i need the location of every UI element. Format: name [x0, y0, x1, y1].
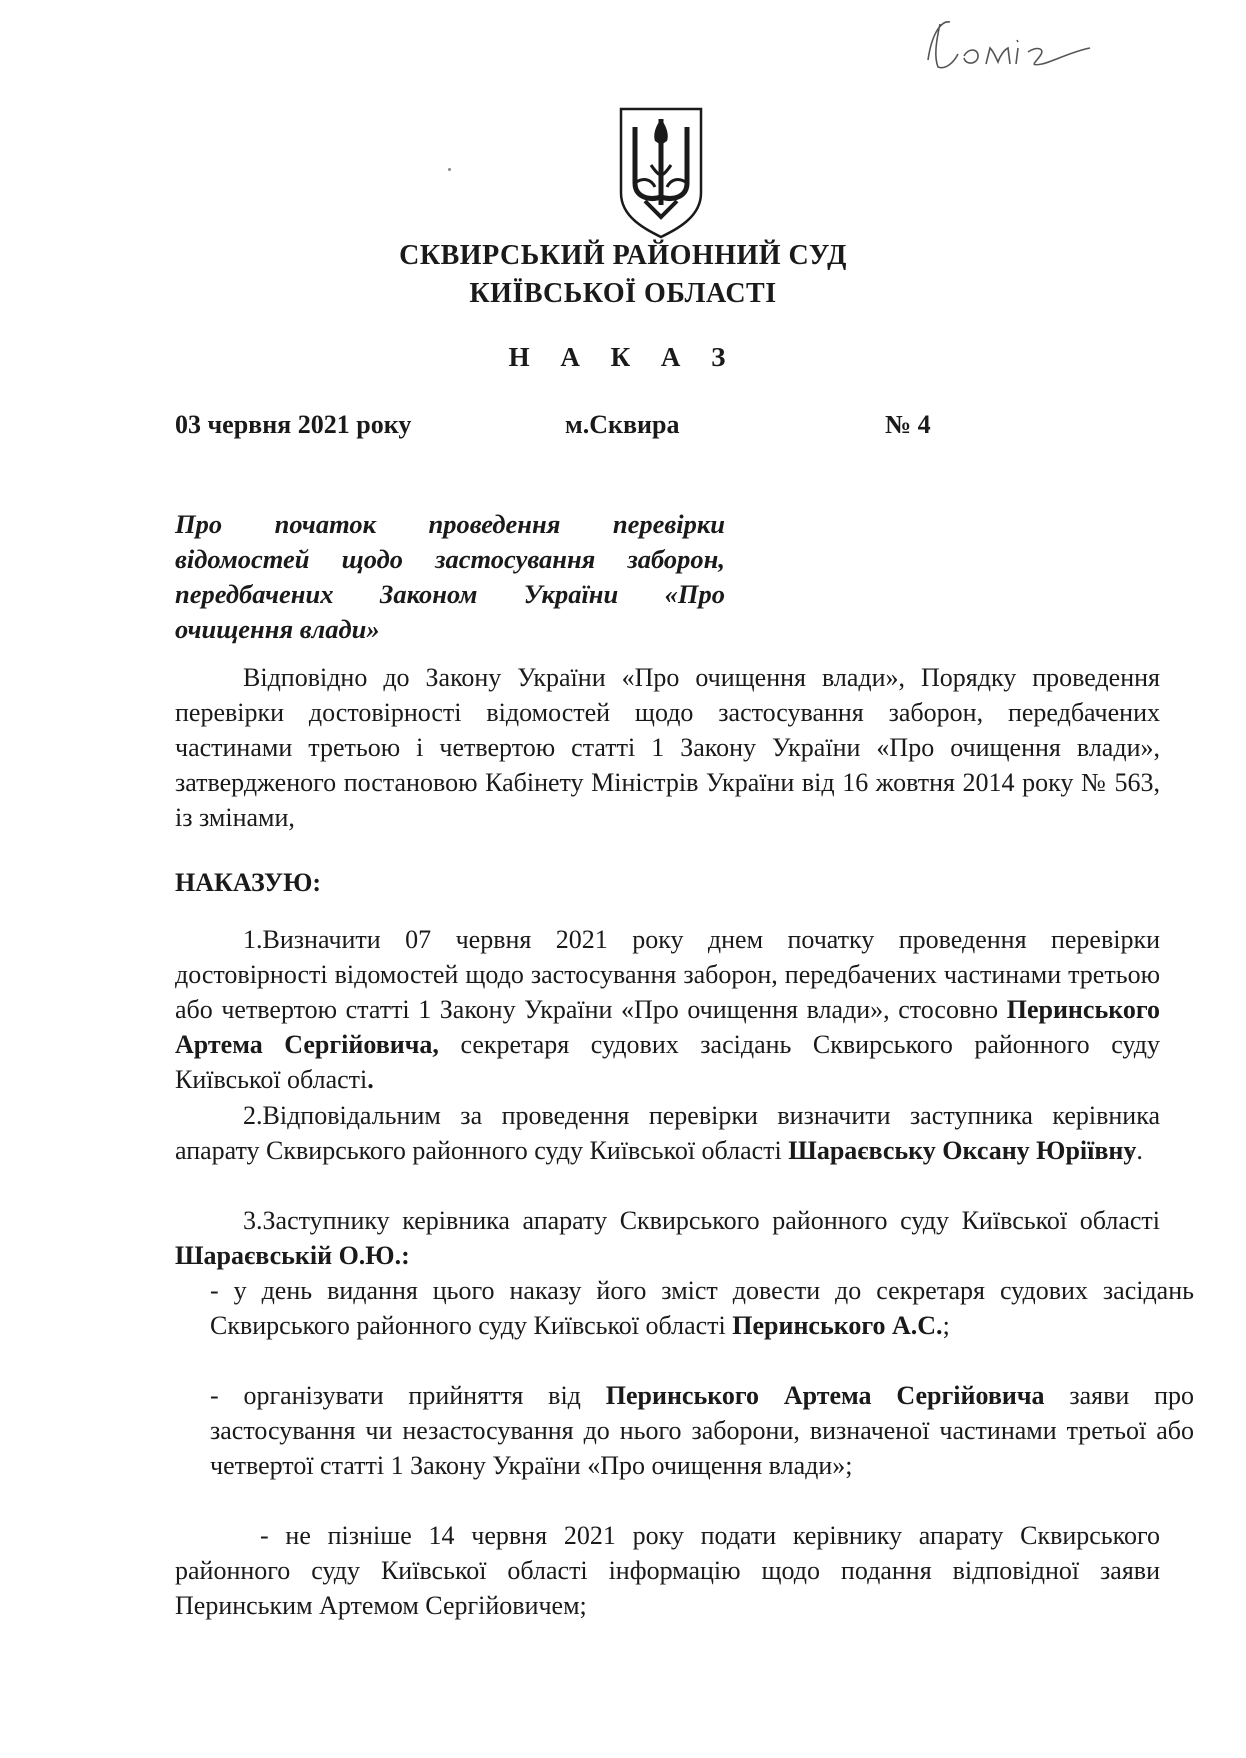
item-punctuation: . — [1136, 1136, 1143, 1165]
trident-emblem-icon — [615, 105, 707, 240]
preamble-paragraph: Відповідно до Закону України «Про очищення влади», Порядку проведення перевірки достовірності відомостей щодо застосування заборон, передбачених частинами третьою і четвертою статті 1 Закону України «Про очищення влади», затвердженого постановою Кабінету Міністрів України від 16 жовтня 2014 року № 563, із змінами, — [175, 663, 1160, 832]
order-heading: НАКАЗУЮ: — [175, 868, 322, 897]
order-item-2 — [175, 1098, 1160, 1168]
item-text: 2.Відповідальним за проведення перевірки визначити заступника керівника апарату Сквирського районного суду Київської області — [175, 1101, 1160, 1165]
court-name-line-2: КИЇВСЬКОЇ ОБЛАСТІ — [469, 278, 777, 309]
subject-line: очищення влади» — [175, 614, 380, 644]
item-punctuation: . — [367, 1065, 374, 1094]
handwritten-copy-note — [920, 12, 1120, 82]
item-punctuation: ; — [942, 1311, 950, 1340]
person-name: Перинського Артема Сергійовича — [605, 1381, 1045, 1410]
order-number: № 4 — [885, 410, 931, 439]
subject-line: Про початок проведення перевірки — [175, 509, 725, 539]
order-city: м.Сквира — [565, 410, 680, 439]
item-text: заяви про застосування чи незастосування до нього заборони, визначеної частинами третьої або четвертої статті 1 Закону України «Про очищення влади»; — [210, 1381, 1195, 1480]
person-name: Шараєвську Оксану Юріївну — [788, 1136, 1137, 1165]
person-name: Шараєвській О.Ю.: — [175, 1241, 410, 1270]
scan-speck — [448, 168, 451, 171]
order-item-1 — [175, 922, 1160, 1097]
subject-line: відомостей щодо застосування заборон, — [175, 544, 725, 574]
document-type-title: Н А К А З — [508, 342, 738, 372]
item-text: секретаря судових засідань Сквирського районного суду Київської області — [175, 1030, 1160, 1094]
item-text: - організувати прийняття від — [210, 1381, 606, 1410]
order-subitem-1 — [176, 1273, 1194, 1343]
item-text: 1.Визначити 07 червня 2021 року днем початку проведення перевірки достовірності відомостей щодо застосування заборон, передбачених частинами третьою або четвертою статті 1 Закону України «Про очищення влади», стосовно — [175, 925, 1160, 1024]
order-subject — [175, 507, 725, 647]
order-subitem-3: - не пізніше 14 червня 2021 року подати керівнику апарату Сквирського районного суду Київської області інформацію щодо подання відповідної заяви Перинським Артемом Сергійовичем; — [175, 1521, 1160, 1620]
person-name: Перинського Артема Сергійовича, — [175, 995, 1160, 1059]
item-text: 3.Заступнику керівника апарату Сквирського районного суду Київської області — [243, 1206, 1160, 1235]
order-subitem-2 — [176, 1378, 1194, 1483]
court-name-line-1: СКВИРСЬКИЙ РАЙОННИЙ СУД — [399, 240, 847, 271]
order-date: 03 червня 2021 року — [175, 410, 412, 439]
item-text: - у день видання цього наказу його зміст довести до секретаря судових засідань Сквирського районного суду Київської області — [210, 1276, 1194, 1340]
order-item-3 — [175, 1203, 1160, 1273]
subject-line: передбачених Законом України «Про — [175, 579, 725, 609]
person-name: Перинського А.С. — [732, 1311, 943, 1340]
